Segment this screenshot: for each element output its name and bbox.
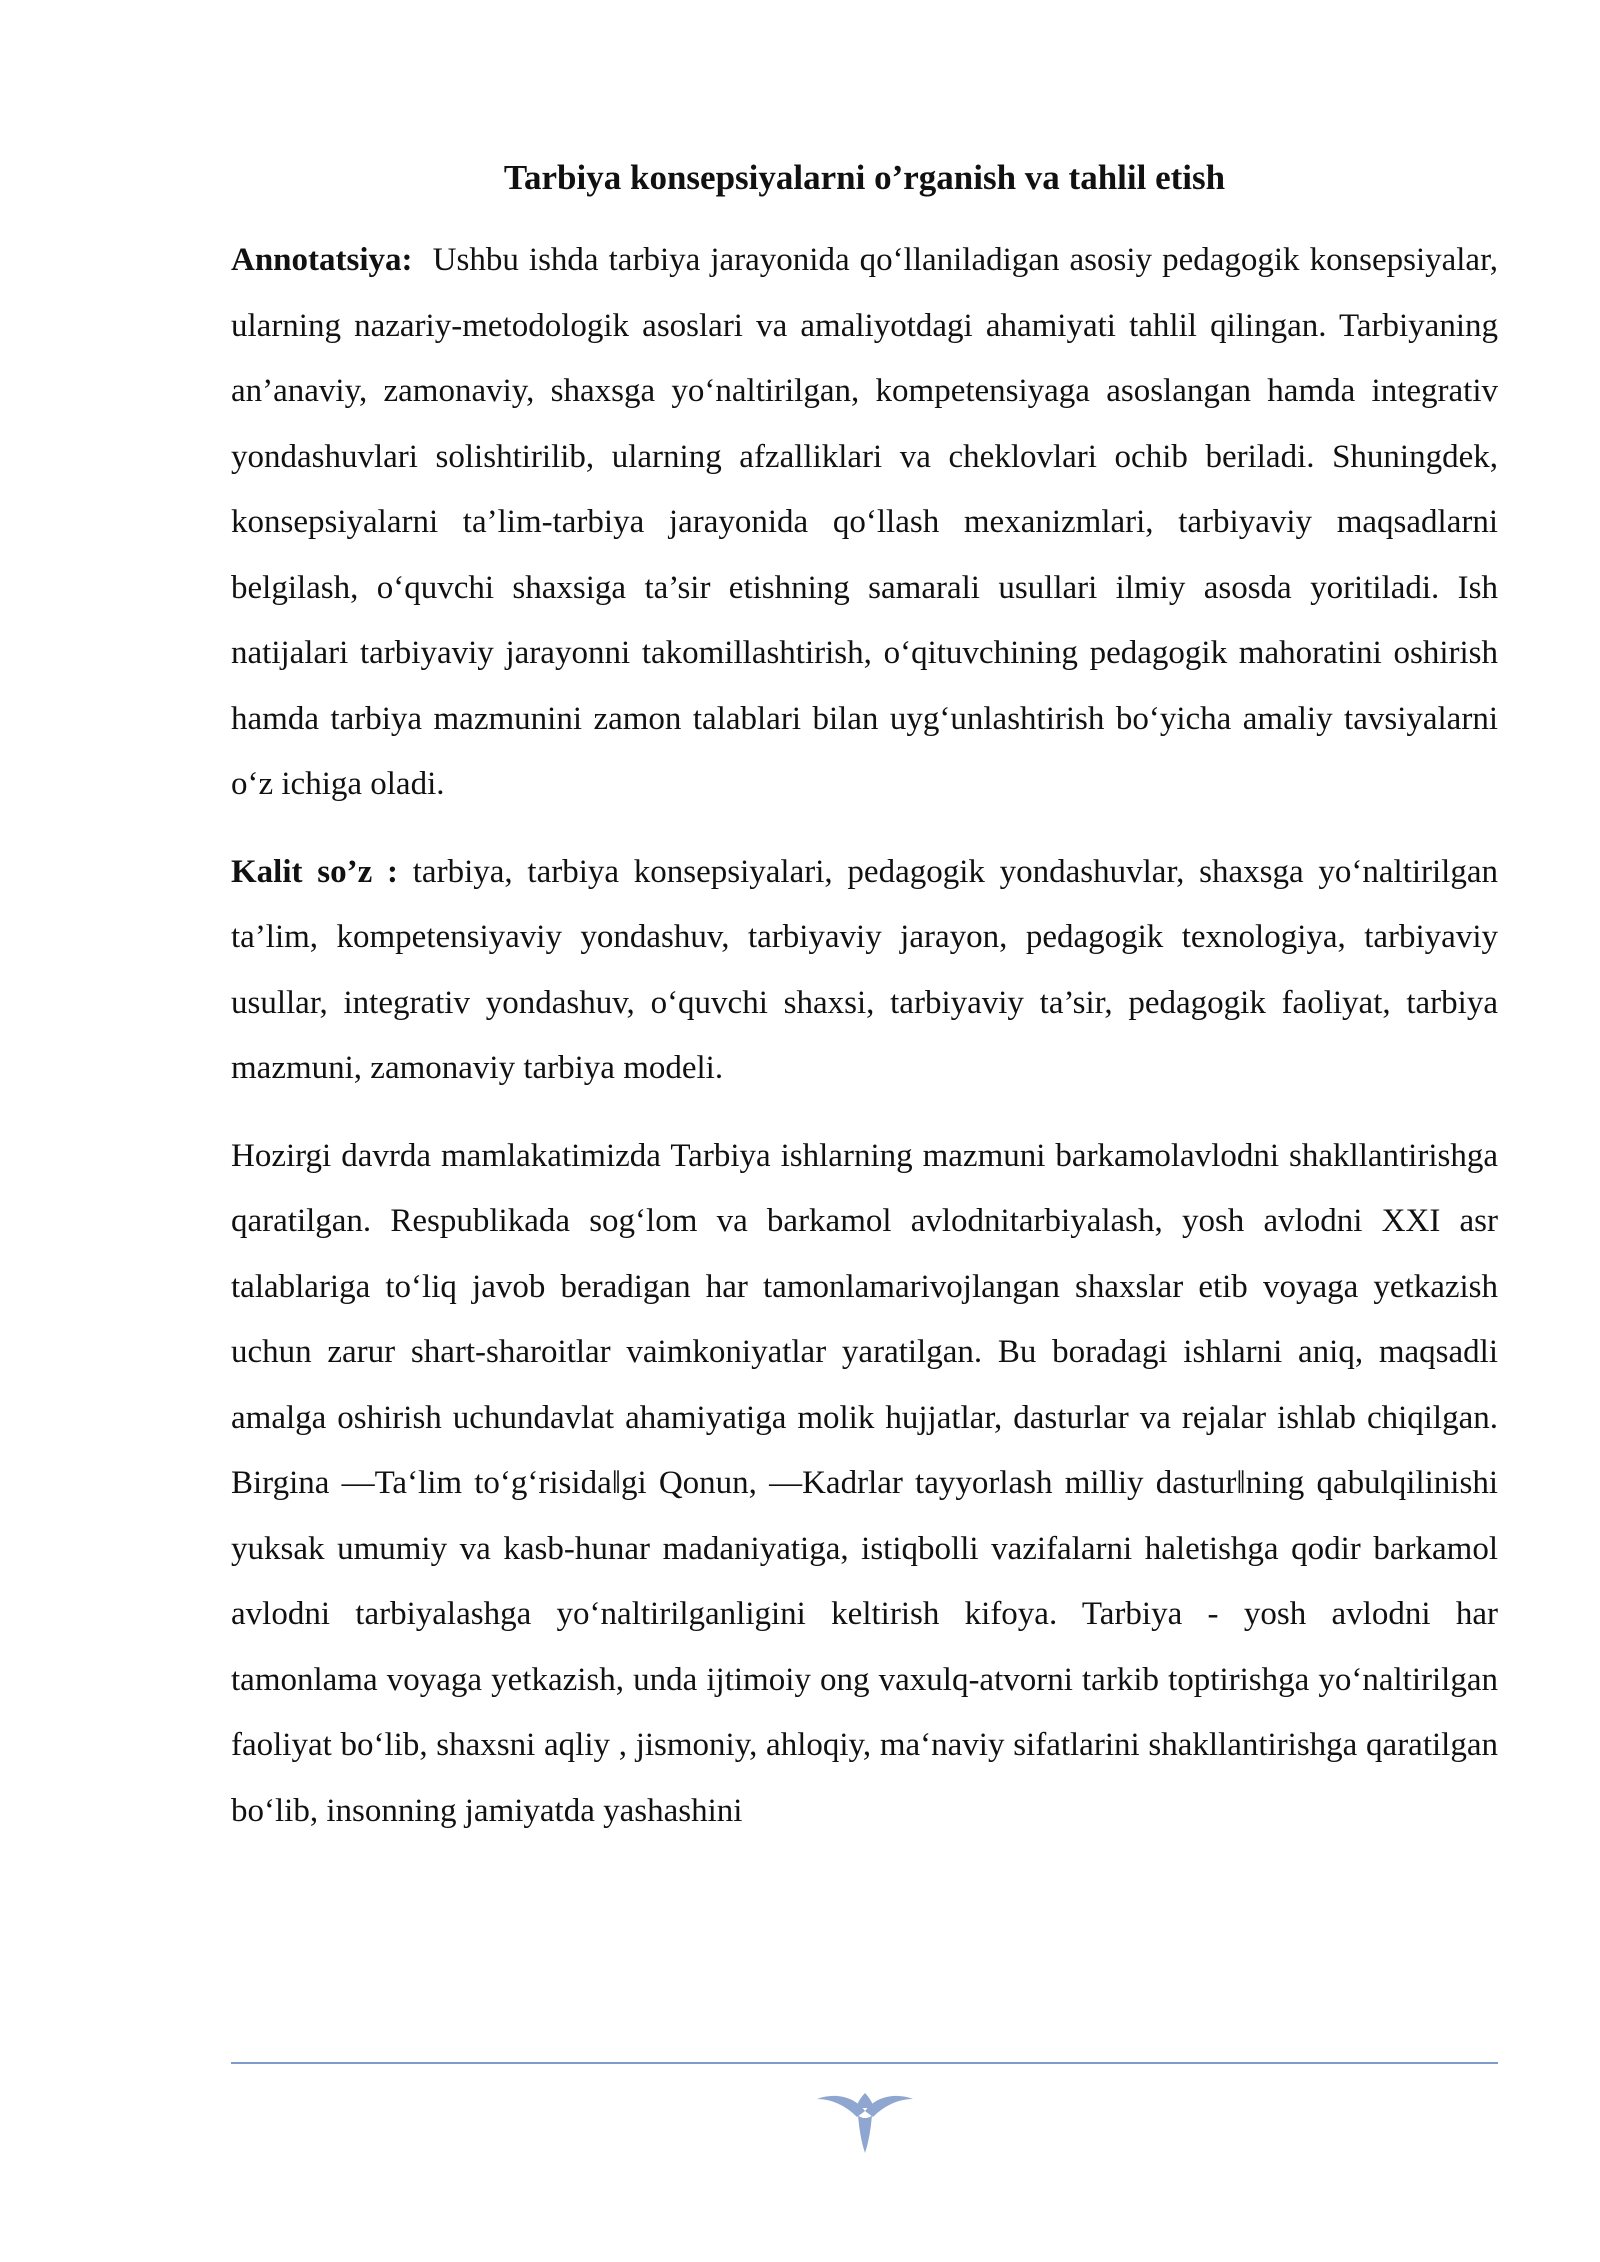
- annotation-label: Annotatsiya:: [231, 242, 413, 278]
- leaf-ornament-icon: [815, 2085, 915, 2155]
- document-page: [231, 148, 1498, 1866]
- keywords-label: Kalit so’z :: [231, 853, 398, 890]
- body-paragraph: Hozirgi davrda mamlakatimizda Tarbiya ishlarning mazmuni barkamolavlodni shakllantirishga qaratilgan. Respublikada sog‘lom va barkamol avlodnitarbiyalash, yosh avlodni XXI asr talablariga to‘liq javob beradigan har tamonlamarivojlangan shaxslar etib voyaga yetkazish uchun zarur shart-sharoitlar vaimkoniyatlar yaratilgan. Bu boradagi ishlarni aniq, maqsadli amalga oshirish uchundavlat ahamiyatiga molik hujjatlar, dasturlar va rejalar ishlab chiqilgan. Birgina ―Ta‘lim to‘g‘risida‖gi Qonun, ―Kadrlar tayyorlash milliy dastur‖ning qabulqilinishi yuksak umumiy va kasb-hunar madaniyatiga, istiqbolli vazifalarni haletishga qodir barkamol avlodni tarbiyalashga yo‘naltirilganligini keltirish kifoya. Tarbiya - yosh avlodni har tamonlama voyaga yetkazish, unda ijtimoiy ong vaxulq-atvorni tarkib toptirishga yo‘naltirilgan faoliyat bo‘lib, shaxsni aqliy , jismoniy, ahloqiy, ma‘naviy sifatlarini shakllantirishga qaratilgan bo‘lib, insonning jamiyatda yashashini: [231, 1137, 1498, 1829]
- annotation-paragraph: [231, 228, 1498, 818]
- keywords-paragraph: [231, 840, 1498, 1102]
- annotation-text: Ushbu ishda tarbiya jarayonida qo‘llaniladigan asosiy pedagogik konsepsiyalar, ularning nazariy-metodologik asoslari va amaliyotdagi ahamiyati tahlil qilingan. Tarbiyaning an’anaviy, zamonaviy, shaxsga yo‘naltirilgan, kompetensiyaga asoslangan hamda integrativ yondashuvlari solishtirilib, ularning afzalliklari va cheklovlari ochib beriladi. Shuningdek, konsepsiyalarni ta’lim-tarbiya jarayonida qo‘llash mexanizmlari, tarbiyaviy maqsadlarni belgilash, o‘quvchi shaxsiga ta’sir etishning samarali usullari ilmiy asosda yoritiladi. Ish natijalari tarbiyaviy jarayonni takomillashtirish, o‘qituvchining pedagogik mahoratini oshirish hamda tarbiya mazmunini zamon talablari bilan uyg‘unlashtirish bo‘yicha amaliy tavsiyalarni o‘z ichiga oladi.: [231, 242, 1498, 802]
- footer-divider: [231, 2062, 1498, 2064]
- keywords-text: tarbiya, tarbiya konsepsiyalari, pedagogik yondashuvlar, shaxsga yo‘naltirilgan ta’lim, kompetensiyaviy yondashuv, tarbiyaviy jarayon, pedagogik texnologiya, tarbiyaviy usullar, integrativ yondashuv, o‘quvchi shaxsi, tarbiyaviy ta’sir, pedagogik faoliyat, tarbiya mazmuni, zamonaviy tarbiya modeli.: [231, 853, 1498, 1086]
- document-title: Tarbiya konsepsiyalarni o’rganish va tahlil etish: [503, 158, 1226, 197]
